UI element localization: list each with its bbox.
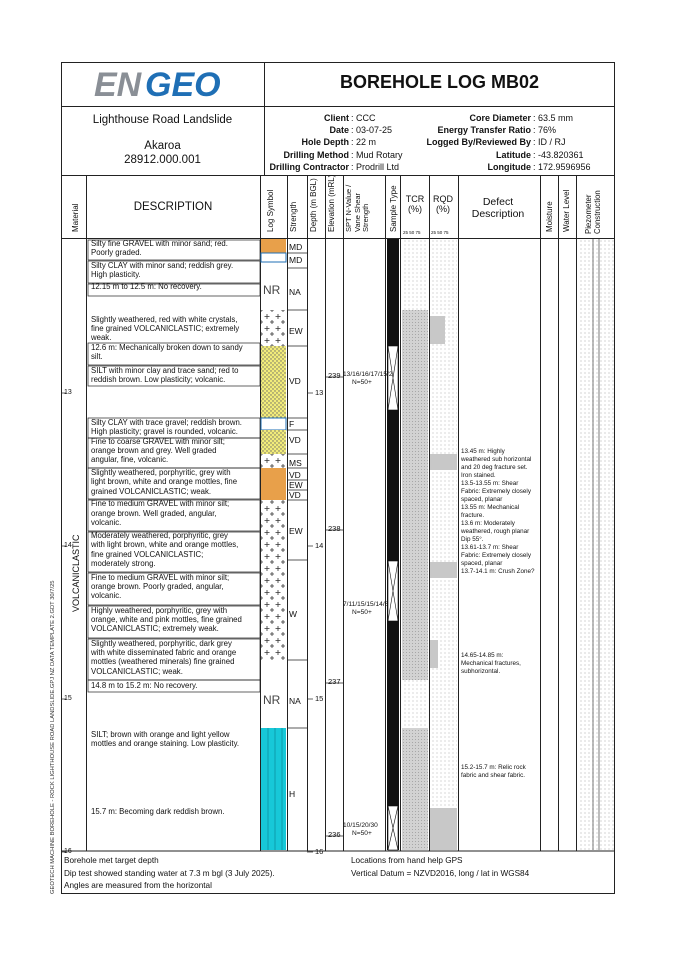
defect-line: 14.65-14.85 m: — [461, 652, 504, 659]
defect-line: 15.2-15.7 m: Relic rock — [461, 764, 526, 771]
defect-line: weathered, rough planar — [461, 528, 530, 535]
left-depth-tick-label: 14 — [64, 542, 72, 549]
description-line: weak. — [91, 333, 112, 342]
description-line: volcanic. — [91, 518, 122, 527]
strength-code: NA — [289, 696, 301, 706]
tcr-column — [402, 239, 428, 850]
left-depth-tick-label: 13 — [64, 389, 72, 396]
description-line: Slightly weathered, red with white crystals, — [91, 315, 238, 324]
defect-line: Dip 55°. — [461, 536, 484, 543]
col-piezometer: Piezometer Construction — [584, 190, 602, 234]
spt-n-value: N=50+ — [352, 379, 372, 386]
defect-line: weathered sub horizontal — [461, 456, 532, 463]
project-name: Lighthouse Road Landslide — [92, 114, 233, 126]
strength-code: VD — [289, 435, 301, 445]
description-line: reddish brown. Low plasticity; volcanic. — [91, 375, 226, 384]
log-silt-yellow — [261, 346, 286, 418]
log-volcaniclastic-2 — [261, 454, 286, 468]
defect-line: 13.7-14.1 m: Crush Zone? — [461, 568, 535, 575]
strength-code: H — [289, 789, 296, 799]
description-line: Silty CLAY with minor sand; reddish grey. — [91, 261, 234, 270]
left-depth-tick-label: 15 — [64, 695, 72, 702]
depth-tick-label: 13 — [315, 388, 324, 397]
report-title: BOREHOLE LOG MB02 — [339, 72, 540, 92]
logo-en-text: EN — [94, 66, 142, 104]
defect-line: 13.61-13.7 m: Shear — [461, 544, 519, 551]
elevation-tick-label: 236 — [328, 830, 341, 839]
defect-line: fracture. — [461, 512, 485, 519]
description-line: Fine to coarse GRAVEL with minor silt; — [91, 437, 225, 446]
description-line: fine grained VOLCANICLASTIC; extremely — [91, 324, 240, 333]
description-line: Fine to medium GRAVEL with minor silt; — [91, 573, 230, 582]
elevation-tick-label: 238 — [328, 524, 341, 533]
strength-code: EW — [289, 326, 303, 336]
log-volcaniclastic-3 — [261, 500, 286, 660]
col-elevation: Elevation (mRL) — [327, 174, 336, 232]
no-recovery-label-1: NR — [263, 283, 281, 297]
job-number: 28912.000.001 — [124, 154, 201, 166]
col-spt: SPT N-Value / Vane Shear Strength — [344, 184, 370, 232]
spt-n-value: N=50+ — [352, 609, 372, 616]
defect-line: 13.5-13.55 m: Shear — [461, 480, 519, 487]
rqd-ticks: 25 50 75 — [431, 230, 449, 235]
header-field-label: Logged By/Reviewed By — [426, 137, 531, 148]
depth-tick-label: 14 — [315, 541, 324, 550]
header-field-label: Date — [329, 125, 349, 136]
col-moisture: Moisture — [545, 201, 554, 232]
header-field-label: Client — [323, 113, 349, 123]
defect-line: subhorizontal. — [461, 668, 501, 675]
header-field-value: : 172.9596956 — [533, 161, 591, 172]
header-field-label: Energy Transfer Ratio — [437, 125, 531, 136]
description-line: mottles (weathered minerals) fine grained — [91, 657, 235, 666]
left-depth-tick-label: 16 — [64, 848, 72, 855]
strength-code: W — [289, 609, 298, 619]
description-line: VOLCANICLASTIC; weak. — [91, 667, 183, 676]
description-line: fine grained VOLCANICLASTIC; — [91, 550, 204, 559]
col-log-symbol: Log Symbol — [266, 189, 275, 232]
strength-code: MD — [289, 242, 303, 252]
defect-line: Fabric: Extremely closely — [461, 488, 531, 495]
defect-line: Iron stained. — [461, 472, 496, 479]
elevation-tick-label: 239 — [328, 371, 341, 380]
header-field-label: Drilling Method — [283, 149, 349, 160]
footer-left-1: Borehole met target depth — [64, 856, 159, 865]
description-line: Silty fine GRAVEL with minor sand; red. — [91, 239, 228, 248]
header-field-value: : 03-07-25 — [351, 125, 393, 136]
description-line: light brown, white and orange mottles, fine — [91, 477, 238, 486]
log-gravel-red — [261, 239, 286, 253]
header-field-label: Hole Depth — [301, 137, 349, 148]
description-line: Slightly weathered, porphyritic, grey with — [91, 468, 231, 477]
footer-right-1: Locations from hand help GPS — [351, 856, 463, 865]
header-field-value: : ID / RJ — [533, 137, 566, 148]
description-line: with light brown, white and orange mottles, — [91, 540, 239, 549]
col-sample-type: Sample Type — [389, 185, 398, 232]
log-clay-2 — [261, 418, 286, 430]
header-field-label: Longitude — [487, 161, 531, 172]
description-line: SILT with minor clay and trace sand; red to — [91, 366, 239, 375]
spt-blows: 7/11/15/15/14/6 — [343, 601, 389, 608]
description-line: 12.6 m: Mechanically broken down to sandy — [91, 343, 243, 352]
header-field-value: : 22 m — [351, 137, 377, 148]
description-line: SILT; brown with orange and light yellow — [91, 730, 230, 739]
footer-right-2: Vertical Datum = NZVD2016, long / lat in WGS84 — [351, 869, 530, 878]
piezometer-column — [578, 239, 614, 850]
description-line: Slightly weathered, porphyritic, dark grey — [91, 639, 232, 648]
log-gravel-orange — [261, 468, 286, 500]
description-line: silt. — [91, 352, 103, 361]
spt-n-value: N=50+ — [352, 830, 372, 837]
side-file-note: GEOTECH MACHINE BOREHOLE - ROCK LIGHTHOUSE ROAD LANDSLIDE.GPJ NZ DATA TEMPLATE 2.GDT 30/7/25 — [50, 580, 56, 894]
col-strength: Strength — [289, 201, 298, 232]
defect-line: and 20 deg fracture set. — [461, 464, 528, 471]
elevation-tick-label: 237 — [328, 677, 341, 686]
sample-type-column — [387, 239, 399, 850]
description-line: Silty CLAY with trace gravel; reddish brown. — [91, 418, 242, 427]
defect-line: Fabric: Extremely closely — [461, 552, 531, 559]
description-line: Poorly graded. — [91, 248, 142, 257]
col-material: Material — [71, 203, 80, 232]
description-line: grained VOLCANICLASTIC; weak. — [91, 487, 212, 496]
col-water-level: Water Level — [562, 189, 571, 232]
description-line: volcanic. — [91, 591, 122, 600]
water-level-column — [567, 239, 575, 850]
material-label: VOLCANICLASTIC — [71, 534, 81, 612]
footer-left-2: Dip test showed standing water at 7.3 m bgl (3 July 2025). — [64, 869, 275, 878]
header-field-value: : CCC — [351, 113, 376, 123]
col-rqd: RQD (%) — [433, 194, 453, 214]
log-clay — [261, 253, 286, 262]
description-line: mottles and orange staining. Low plasticity. — [91, 739, 240, 748]
description-line: with white disseminated fabric and orange — [91, 648, 237, 657]
strength-code: NA — [289, 287, 301, 297]
description-line: Fine to medium GRAVEL with minor silt; — [91, 499, 230, 508]
footer-left-3: Angles are measured from the horizontal — [64, 881, 212, 890]
description-line: 15.7 m: Becoming dark reddish brown. — [91, 807, 225, 816]
tcr-ticks: 25 50 75 — [403, 230, 421, 235]
description-line: Moderately weathered, porphyritic, grey — [91, 531, 228, 540]
defect-line: spaced, planar — [461, 496, 503, 503]
col-tcr: TCR (%) — [405, 194, 425, 214]
strength-code: EW — [289, 480, 303, 490]
header-field-value: : 63.5 mm — [533, 113, 574, 123]
log-gravel-yellow — [261, 430, 286, 454]
defect-line: Mechanical fractures, — [461, 660, 521, 667]
log-volcaniclastic-1 — [261, 310, 286, 346]
defect-line: 13.6 m: Moderately — [461, 520, 515, 527]
description-line: 12.15 m to 12.5 m: No recovery. — [91, 282, 202, 291]
defect-line: spaced, planar — [461, 560, 503, 567]
strength-code: VD — [289, 376, 301, 386]
project-location: Akaroa — [144, 140, 181, 152]
defect-line: fabric and shear fabric. — [461, 772, 526, 779]
description-line: Highly weathered, porphyritic, grey with — [91, 606, 228, 615]
header-field-label: Core Diameter — [469, 113, 531, 123]
rqd-column — [430, 239, 457, 850]
col-depth: Depth (m BGL) — [309, 178, 318, 232]
description-line: High plasticity; gravel is rounded, volcanic. — [91, 427, 238, 436]
strength-code: MD — [289, 255, 303, 265]
strength-code: F — [289, 419, 295, 429]
col-defect: Defect Description — [471, 196, 525, 220]
description-line: moderately strong. — [91, 559, 156, 568]
description-line: orange brown. Poorly graded, angular, — [91, 582, 224, 591]
description-line: angular, fine, volcanic. — [91, 455, 169, 464]
spt-blows: 10/15/20/30 — [343, 822, 378, 829]
header-field-value: : -43.820361 — [533, 149, 584, 160]
header-field-value: : Mud Rotary — [351, 149, 403, 160]
no-recovery-label-2: NR — [263, 693, 281, 707]
depth-tick-label: 15 — [315, 694, 324, 703]
description-line: orange brown and grey. Well graded — [91, 446, 217, 455]
strength-code: MS — [289, 458, 302, 468]
header-field-value: : 76% — [533, 125, 557, 136]
description-line: VOLCANICLASTIC; extremely weak. — [91, 624, 219, 633]
header-field-label: Latitude — [496, 149, 531, 160]
spt-blows: 13/16/16/17/15/2 — [343, 371, 393, 378]
description-line: 14.8 m to 15.2 m: No recovery. — [91, 681, 198, 690]
header-field-label: Drilling Contractor — [269, 161, 349, 172]
log-symbol-column — [261, 239, 286, 850]
defect-line: 13.55 m: Mechanical — [461, 504, 520, 511]
logo-geo-text: GEO — [145, 66, 221, 104]
defect-line: 13.45 m: Highly — [461, 448, 505, 455]
strength-code: VD — [289, 470, 301, 480]
header-field-value: : Prodrill Ltd — [351, 161, 400, 172]
col-description: DESCRIPTION — [133, 201, 213, 213]
description-line: orange brown. Well graded, angular, — [91, 509, 217, 518]
strength-code: EW — [289, 526, 303, 536]
description-line: High plasticity. — [91, 270, 141, 279]
strength-code: VD — [289, 490, 301, 500]
depth-tick-label: 16 — [315, 847, 324, 856]
description-line: orange, white and pink mottles, fine grained — [91, 615, 242, 624]
